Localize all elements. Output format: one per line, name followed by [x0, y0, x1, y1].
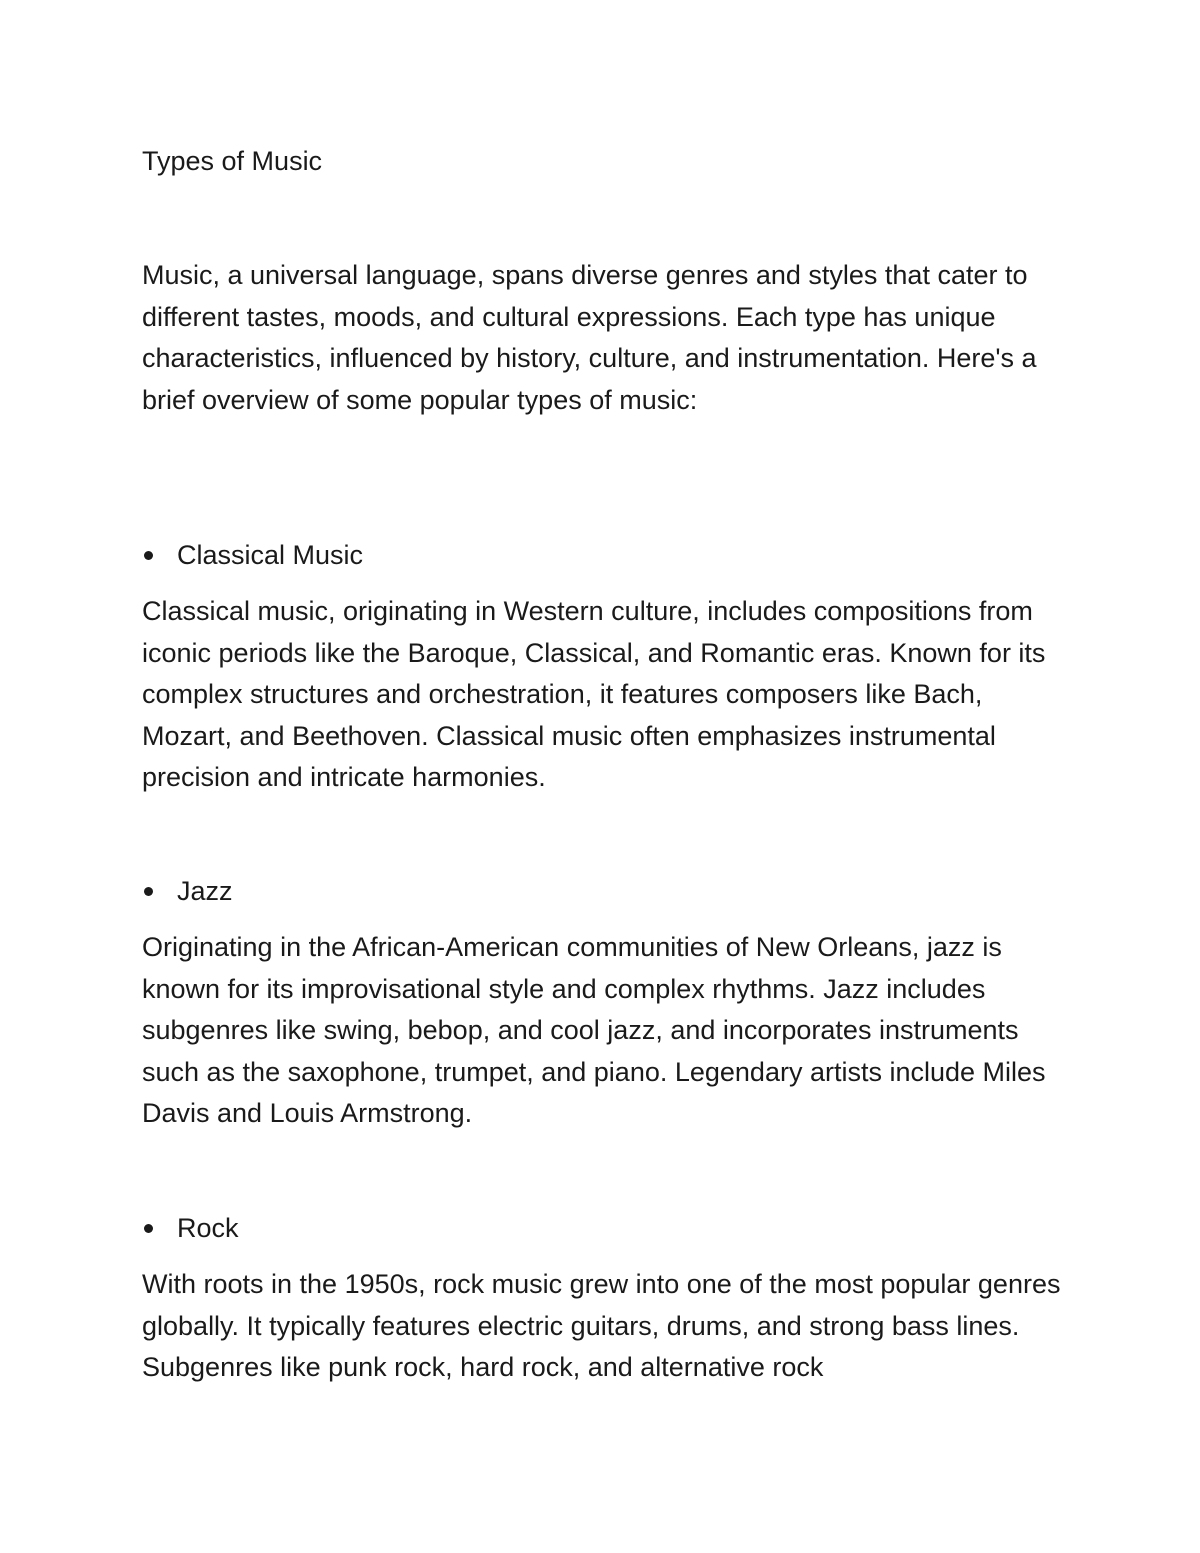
- section-heading-jazz: [142, 871, 1072, 913]
- bullet-icon: [144, 551, 153, 560]
- bullet-icon: [144, 1224, 153, 1233]
- section-heading-classical: [142, 535, 1072, 577]
- section-body-classical: Classical music, originating in Western culture, includes compositions from iconic periods like the Baroque, Classical, and Romantic eras. Known for its complex structures and orchestration, it features composers like Bach, Mozart, and Beethoven. Classical music often emphasizes instrumental precision and intricate harmonies.: [142, 596, 1046, 792]
- section-heading-label: Classical Music: [177, 540, 364, 570]
- section-body-jazz: Originating in the African-American communities of New Orleans, jazz is known for its improvisational style and complex rhythms. Jazz includes subgenres like swing, bebop, and cool jazz, and incorporates instruments such as the saxophone, trumpet, and piano. Legendary artists include Miles Davis and Louis Armstrong.: [142, 932, 1046, 1128]
- section-heading-label: Jazz: [177, 876, 233, 906]
- section-body-rock: With roots in the 1950s, rock music grew into one of the most popular genres globally. It typically features electric guitars, drums, and strong bass lines. Subgenres like punk rock, hard rock, and alternative rock: [142, 1269, 1061, 1382]
- intro-paragraph: Music, a universal language, spans diverse genres and styles that cater to different tastes, moods, and cultural expressions. Each type has unique characteristics, influenced by history, culture, and instrumentation. Here's a brief overview of some popular types of music:: [142, 260, 1037, 415]
- bullet-icon: [144, 887, 153, 896]
- document-title: Types of Music: [142, 146, 323, 176]
- section-heading-label: Rock: [177, 1213, 239, 1243]
- section-heading-rock: [142, 1208, 1072, 1250]
